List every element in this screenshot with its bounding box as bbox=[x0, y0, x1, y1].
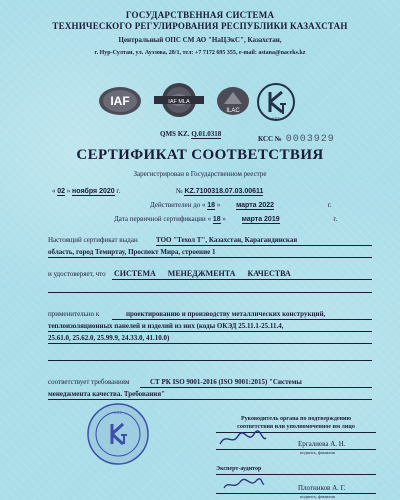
applied-underline-2 bbox=[48, 331, 372, 332]
iaf-mla-globe-logo bbox=[148, 82, 210, 118]
reg-no-label: № bbox=[176, 187, 183, 195]
first-certification-row: Дата первичной сертификации « 18 » марта 2019 г. bbox=[114, 215, 338, 223]
registry-subtitle: Зарегистрирован в Государственном реестре bbox=[133, 170, 267, 178]
kcc-label: КСС № bbox=[258, 135, 282, 143]
applied-underline-1 bbox=[112, 319, 372, 320]
head-name-underline bbox=[216, 449, 376, 450]
head-signature-icon bbox=[218, 430, 268, 448]
head-name: Ергалиева А. Н. bbox=[298, 440, 346, 448]
head-caption: подпись, фамилия bbox=[300, 450, 335, 455]
auditor-title: Эксперт-аудитор bbox=[216, 466, 262, 472]
qms-value: Q.01.0318 bbox=[191, 130, 222, 138]
kcc-value: 0003929 bbox=[285, 134, 335, 145]
valid-month: марта 2022 bbox=[236, 202, 275, 209]
reg-day: 02 bbox=[57, 188, 66, 195]
reg-year-suffix: г. bbox=[116, 187, 121, 195]
first-label: Дата первичной сертификации bbox=[114, 215, 206, 223]
blank-line-2 bbox=[48, 360, 372, 361]
meets-line1: СТ РК ISO 9001-2016 (ISO 9001:2015) "Системы bbox=[150, 378, 302, 386]
reg-month-year: ноября 2020 bbox=[72, 188, 115, 195]
qms-number bbox=[160, 130, 221, 138]
issued-underline-1 bbox=[156, 245, 372, 246]
ilac-text: ILAC bbox=[226, 108, 240, 114]
meets-underline-1 bbox=[140, 387, 372, 388]
qms-label: QMS KZ. bbox=[160, 130, 190, 138]
registration-date-row: « 02 » ноября 2020 г. № KZ.7100318.07.03.00611 bbox=[52, 187, 264, 195]
issued-label: Настоящий сертификат выдан bbox=[48, 236, 138, 244]
kst-logo bbox=[256, 82, 296, 122]
valid-year-suffix: г. bbox=[327, 201, 332, 209]
auditor-caption: подпись, фамилия bbox=[300, 494, 335, 499]
certifies-label: и удостоверяет, что bbox=[48, 270, 106, 278]
iaf-text: IAF bbox=[110, 94, 130, 108]
auditor-title-underline bbox=[216, 474, 376, 475]
auditor-name: Плотников А. Г. bbox=[298, 484, 346, 492]
applied-underline-3 bbox=[48, 343, 372, 344]
system-value: СИСТЕМА МЕНЕДЖМЕНТА КАЧЕСТВА bbox=[114, 269, 291, 278]
header-line2: ТЕХНИЧЕСКОГО РЕГУЛИРОВАНИЯ РЕСПУБЛИКИ КАЗАХСТАН bbox=[52, 21, 348, 31]
head-title-1: Руководитель органа по подтверждению bbox=[240, 416, 352, 422]
auditor-signature-icon bbox=[222, 476, 266, 492]
applied-line1: проектированию и производству металлических конструкций, bbox=[126, 310, 326, 318]
official-stamp-icon bbox=[86, 402, 150, 466]
kst-text: KST bbox=[272, 116, 280, 121]
valid-label: Действителен до bbox=[150, 201, 201, 209]
stamp-kst-text: KST bbox=[114, 410, 122, 415]
meets-line2: менеджмента качества. Требования" bbox=[48, 390, 165, 398]
reg-no: KZ.7100318.07.03.00611 bbox=[184, 188, 264, 195]
meets-underline-2 bbox=[48, 399, 372, 400]
applied-label: применительно к bbox=[48, 310, 100, 318]
system-underline bbox=[112, 279, 372, 280]
first-day: 18 bbox=[212, 216, 221, 223]
auditor-name-underline bbox=[216, 493, 376, 494]
first-year-suffix: г. bbox=[333, 215, 338, 223]
header-line3: Центральный ОПС СМ АО "НаЦЭкС", Казахстан, bbox=[118, 36, 282, 44]
first-month: марта 2019 bbox=[241, 216, 280, 223]
kcc-number bbox=[258, 128, 335, 146]
applied-line2: теплоизоляционных панелей и изделий из них (коды ОКЭД 25.11.1-25.11.4, bbox=[48, 322, 284, 330]
head-title-2: соответствия или уполномоченное им лицо bbox=[237, 424, 355, 430]
certificate-title: СЕРТИФИКАТ СООТВЕТСТВИЯ bbox=[76, 147, 324, 163]
applied-line3: 25.61.0, 25.62.0, 25.99.9, 24.33.0, 41.10.0) bbox=[48, 334, 170, 342]
iaf-logo bbox=[98, 86, 142, 116]
header-line1: ГОСУДАРСТВЕННАЯ СИСТЕМА bbox=[125, 10, 275, 20]
issued-value-2: область, город Темиртау, Проспект Мира, строение 1 bbox=[48, 248, 216, 256]
valid-until-row: Действителен до « 18 » марта 2022 г. bbox=[150, 201, 332, 209]
issued-underline-2 bbox=[48, 257, 372, 258]
blank-line-1 bbox=[48, 292, 372, 293]
header-line4: г. Нур-Султан, ул. Ауэзова, 28/1, тел: +7 7172 695 355, e-mail: astana@naceks.kz bbox=[94, 50, 306, 56]
meets-label: соответствует требованиям bbox=[48, 378, 130, 386]
valid-day: 18 bbox=[207, 202, 216, 209]
mla-text: IAF MLA bbox=[168, 99, 190, 105]
issued-value-1: ТОО "Техол Т", Казахстан, Карагандинская bbox=[156, 236, 298, 244]
ilac-logo bbox=[216, 86, 250, 116]
